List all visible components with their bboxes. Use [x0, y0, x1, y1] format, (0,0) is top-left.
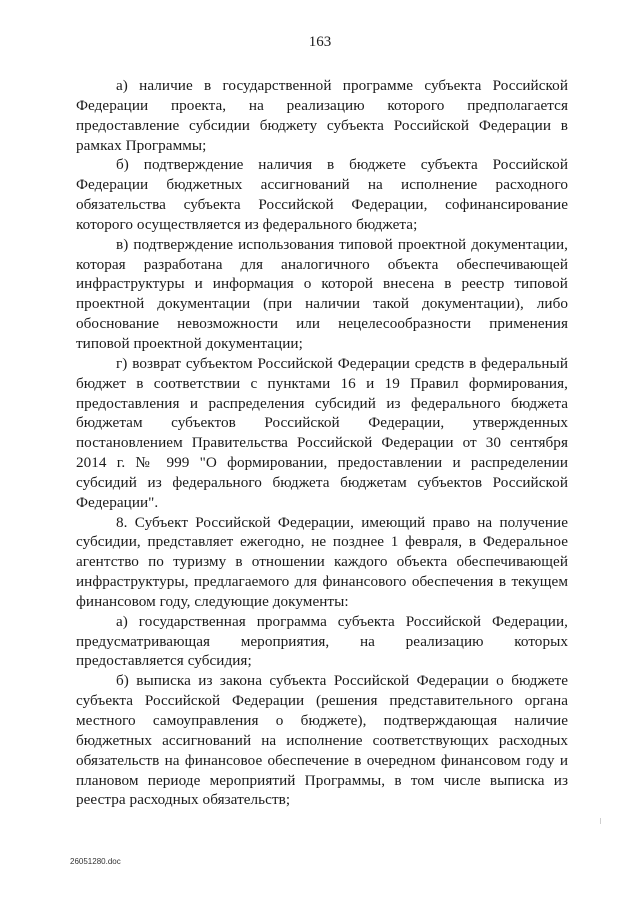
margin-mark: [600, 818, 601, 824]
paragraph-g-refund: г) возврат субъектом Российской Федерации средств в федеральный бюджет в соответствии с пунктами 16 и 19 Правил формирования, предоставления и распределения субсидий из федерального бюджета бюджетам субъектов Российской Федерации, утвержденных постановлением Правительства Российской Федерации от 30 сентября 2014 г. № 999 "О формировании, предоставлении и распределении субсидий из федерального бюджета бюджетам субъектов Российской Федерации".: [76, 354, 568, 511]
paragraph-b-budget-extract: б) выписка из закона субъекта Российской Федерации о бюджете субъекта Российской Федерации (решения представительного органа местного самоуправления о бюджете), подтверждающая наличие бюджетных ассигнований на исполнение соответствующих расходных обязательств на финансовое обеспечение в очередном финансовом году и плановом периоде мероприятий Программы, в том числе выписка из реестра расходных обязательств;: [76, 672, 568, 809]
paragraph-a-state-program: а) государственная программа субъекта Российской Федерации, предусматривающая мероприятия, на реализацию которых предоставляется субсидия;: [76, 612, 568, 670]
paragraph-b-budget-allocations: б) подтверждение наличия в бюджете субъекта Российской Федерации бюджетных ассигнований на исполнение расходного обязательства субъекта Российской Федерации, софинансирование которого осуществляется из федерального бюджета;: [76, 156, 568, 233]
paragraph-8-documents: 8. Субъект Российской Федерации, имеющий право на получение субсидии, представляет ежегодно, не позднее 1 февраля, в Федеральное агентство по туризму в отношении каждого объекта обеспечивающей инфраструктуры, предлагаемого для финансового обеспечения в текущем финансовом году, следующие документы:: [76, 513, 568, 610]
paragraph-a-program: а) наличие в государственной программе субъекта Российской Федерации проекта, на реализацию которого предполагается предоставление субсидии бюджету субъекта Российской Федерации в рамках Программы;: [76, 77, 568, 154]
footer-filename: 26051280.doc: [70, 857, 121, 866]
page-number: 163: [308, 34, 332, 50]
paragraph-v-typical-documentation: в) подтверждение использования типовой проектной документации, которая разработана для аналогичного объекта обеспечивающей инфраструктуры и информация о которой внесена в реестр типовой проектной документации (при наличии такой документации), либо обоснование невозможности или нецелесообразности применения типовой проектной документации;: [76, 235, 568, 352]
body-text: [76, 76, 568, 810]
